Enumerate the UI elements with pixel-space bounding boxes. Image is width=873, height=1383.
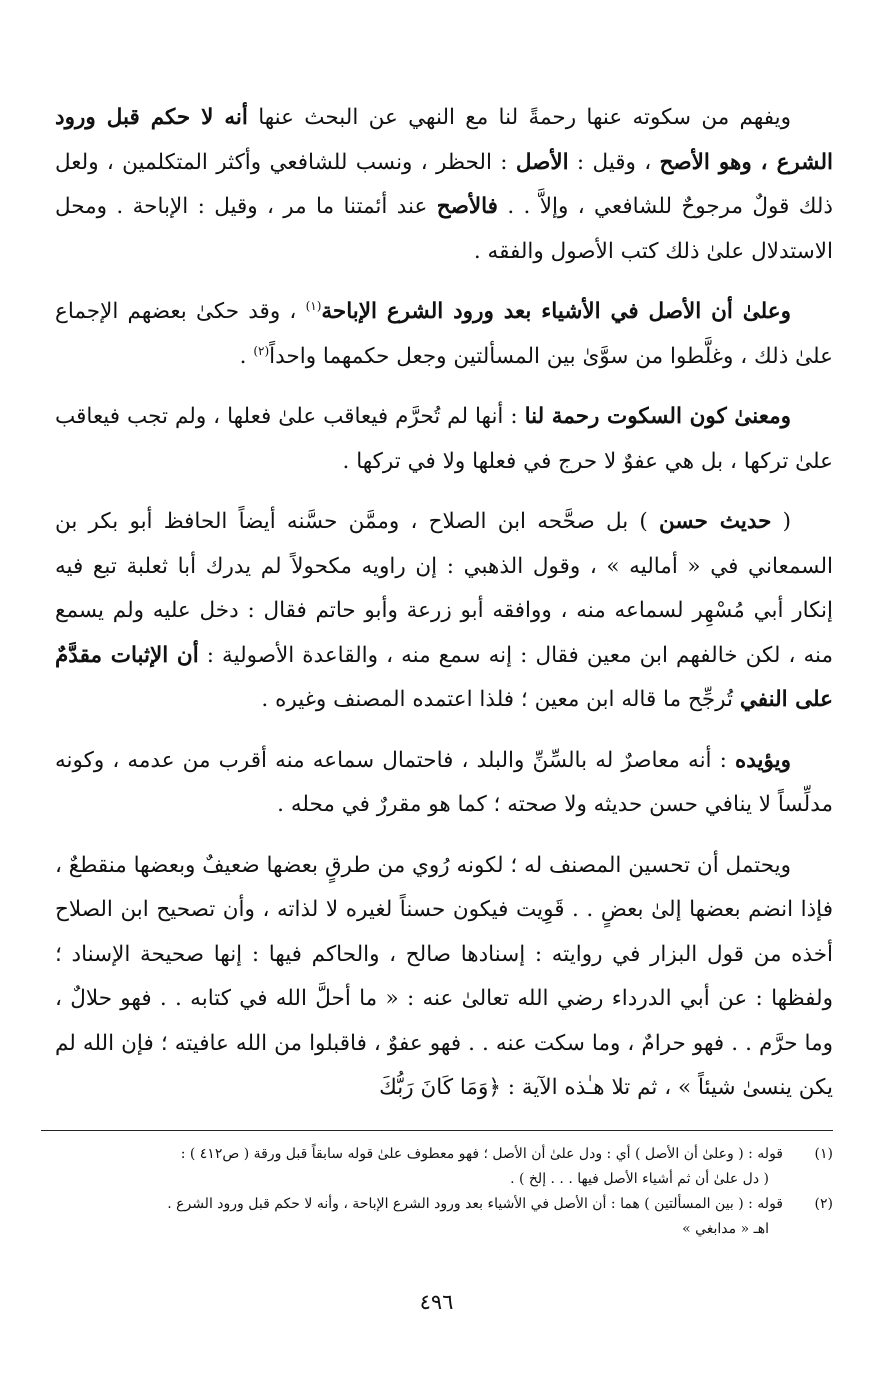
text-run: : أنها لم تُحرَّم فيعاقب علىٰ فعلها ، ولم تجب فيعاقب علىٰ تركها ، بل هي عفوٌ لا حرج في فعلها ولا في تركها . — [55, 404, 833, 474]
bold-text: حديث حسن — [659, 509, 772, 534]
bold-text: فالأصح — [436, 194, 498, 219]
text-run: ويحتمل أن تحسين المصنف له ؛ لكونه رُوي من طرقٍ بعضها ضعيفٌ وبعضها منقطعٌ ، فإذا انضم بعضها إلىٰ بعضٍ . . قَوِيت فيكون حسناً لغيره لا لذاته ، وأن تصحيح ابن الصلاح أخذه من قول البزار في روايته : إسنادها صالح ، والحاكم فيها : إنها صحيحة الإسناد ؛ ولفظها : عن أبي الدرداء رضي الله تعالىٰ عنه : « ما أحلَّ الله في كتابه . . فهو حلالٌ ، وما حرَّم . . فهو حرامٌ ، وما سكت عنه . . فهو عفوٌ ، فاقبلوا من الله عافيته ؛ فإن الله لم يكن ينسىٰ شيئاً » ، ثم تلا هـٰذه الآية : ﴿وَمَا كَانَ رَبُّكَ — [55, 852, 833, 1100]
text-run: ) بل صحَّحه ابن الصلاح ، وممَّن حسَّنه أيضاً الحافظ أبو بكر بن السمعاني في « أماليه » ، وقول الذهبي : إن راويه مكحولاً لم يدرك أبا ثعلبة تبع فيه إنكار أبي مُسْهِر لسماعه منه ، ووافقه أبو زرعة وأبو حاتم فقال : دخل عليه ولم يسمع منه ، لكن خالفهم ابن معين فقال : إنه سمع منه ، والقاعدة الأصولية : — [55, 509, 833, 668]
paragraph-5 — [55, 739, 833, 828]
text-run: : الحظر ، ونسب للشافعي وأكثر المتكلمين ، ولعل ذلك قولٌ مرجوحٌ للشافعي ، وإلاَّ . . — [55, 149, 833, 219]
footnote-text: اهـ « مدابغي » — [682, 1221, 769, 1237]
bold-text: الأصل — [515, 149, 569, 175]
footnote-number: (٢) — [814, 1196, 833, 1212]
text-run: . — [239, 343, 254, 369]
bold-text: وعلىٰ أن الأصل في الأشياء بعد ورود الشرع الإباحة — [321, 299, 792, 324]
main-text — [55, 96, 833, 1127]
bold-text: ويؤيده — [734, 747, 791, 773]
text-run: ، وقيل : — [568, 149, 660, 175]
text-run: عند أئمتنا ما مر ، وقيل : الإباحة . ومحل الاستدلال علىٰ ذلك كتب الأصول والفقه . — [55, 194, 833, 264]
paragraph-3 — [55, 395, 833, 484]
footnotes — [40, 1142, 833, 1242]
text-run: ويفهم من سكوته عنها رحمةً لنا مع النهي عن البحث عنها — [247, 105, 791, 130]
footnote-ref: (١) — [305, 298, 322, 313]
text-run: ( — [771, 509, 791, 534]
paragraph-2 — [55, 290, 833, 379]
footnote-number: (١) — [814, 1146, 833, 1162]
text-run: : أنه معاصرٌ له بالسِّنِّ والبلد ، فاحتمال سماعه منه أقرب من عدمه ، وكونه مدلِّساً لا ينافي حسن حديثه ولا صحته ؛ كما هو مقررٌ في محله . — [55, 747, 833, 817]
text-run: تُرجِّح ما قاله ابن معين ؛ فلذا اعتمده المصنف وغيره . — [261, 687, 740, 712]
text-run: ، وقد حكىٰ بعضهم الإجماع علىٰ ذلك ، وغلَّطوا من سوَّىٰ بين المسألتين وجعل حكمهما واحداً — [55, 299, 833, 369]
page-number: ٤٩٦ — [419, 1290, 454, 1314]
bold-text: أنه لا حكم قبل ورود الشرع ، وهو الأصح — [55, 105, 833, 175]
footnote-text: قوله : ( بين المسألتين ) هما : أن الأصل في الأشياء بعد ورود الشرع الإباحة ، وأنه لا حكم قبل ورود الشرع . — [167, 1196, 783, 1212]
footnote-2 — [40, 1192, 833, 1242]
bold-text: أن الإثبات مقدَّمٌ على النفي — [55, 642, 833, 712]
footnote-text: قوله : ( وعلىٰ أن الأصل ) أي : ودل علىٰ أن الأصل ؛ فهو معطوف علىٰ قوله سابقاً قبل ورقة ( ص٤١٢ ) : — [180, 1146, 783, 1162]
footnote-1 — [40, 1142, 833, 1192]
paragraph-6 — [55, 844, 833, 1111]
footnote-text: ( دل علىٰ أن ثم أشياء الأصل فيها . . . إلخ ) . — [510, 1171, 769, 1187]
footnote-divider — [41, 1130, 833, 1131]
bold-text: ومعنىٰ كون السكوت رحمة لنا — [524, 404, 791, 429]
paragraph-1 — [55, 96, 833, 274]
footnote-ref: (٢) — [253, 343, 270, 358]
paragraph-4 — [55, 500, 833, 723]
